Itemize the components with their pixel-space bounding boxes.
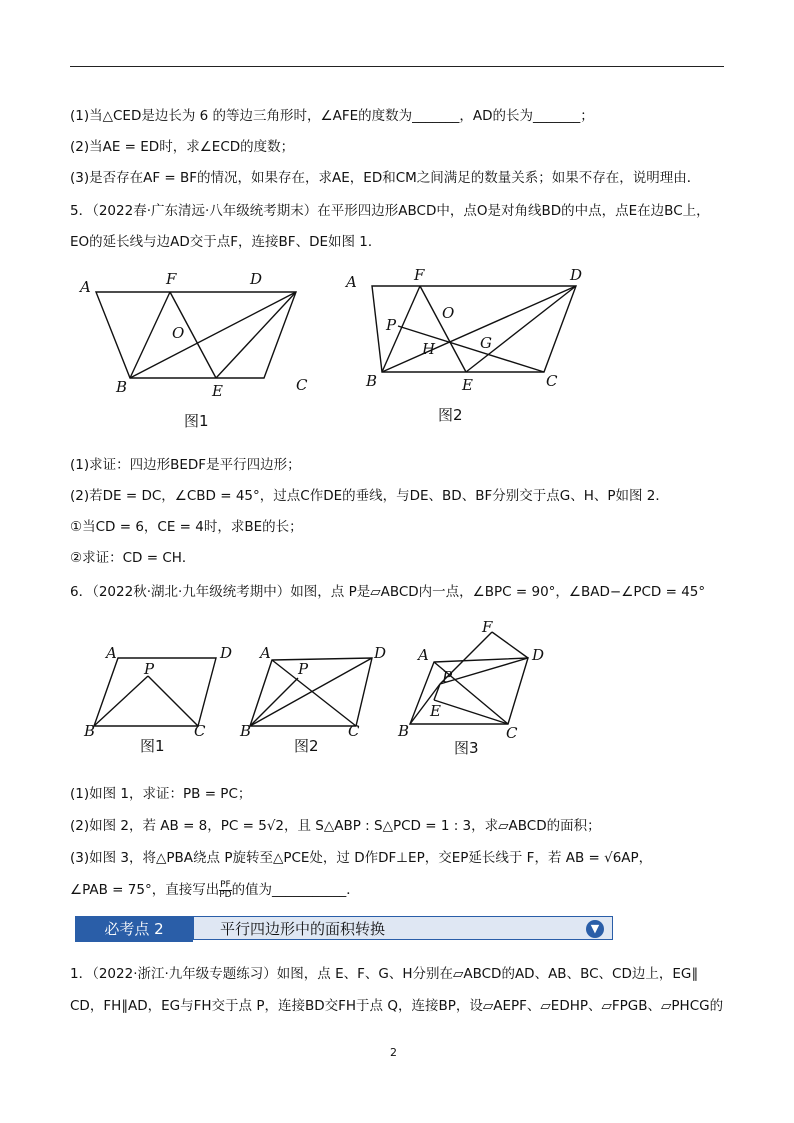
q6-part3-prefix: ∠PAB = 75°，直接写出 [70,882,220,898]
svg-text:O: O [172,324,185,342]
svg-text:P: P [298,660,309,678]
svg-text:O: O [442,304,455,322]
q5-part2: (2)若DE = DC，∠CBD = 45°，过点C作DE的垂线，与DE、BD、BF分别交于点G、H、P如图 2． [70,488,669,504]
svg-text:B: B [366,372,378,390]
svg-text:E: E [430,702,441,720]
svg-text:E: E [462,376,473,394]
q6-stem: 6．（2022秋·湖北·九年级统考期中）如图，点 P是▱ABCD内一点，∠BPC = 90°，∠BAD−∠PCD = 45° [70,584,706,600]
q4-part1: (1)当△CED是边长为 6 的等边三角形时，∠AFE的度数为_______，AD的长为_______； [70,108,594,124]
section-banner [75,916,615,942]
svg-text:C: C [506,724,518,742]
banner-tag: 必考点 2 [75,916,193,942]
svg-text:C: C [348,722,360,740]
svg-text:P: P [386,316,397,334]
svg-text:A: A [106,644,117,662]
q6-part3: (3)如图 3，将△PBA绕点 P旋转至△PCE处，过 D作DF⊥EP，交EP延长线于 F，若 AB = √6AP， [70,850,653,866]
chevron-down-circle-icon[interactable]: ▼ [586,920,604,938]
q4-part3: (3)是否存在AF = BF的情况，如果存在，求AE，ED和CM之间满足的数量关系；如果不存在，说明理由． [70,170,701,186]
svg-text:A: A [80,278,91,296]
q5-part2-ii: ②求证：CD = CH． [70,550,196,566]
s2-q1-stem-cont: CD，FH∥AD，EG与FH交于点 P，连接BD交FH于点 Q，连接BP，设▱AEPF、▱EDHP、▱FPGB、▱PHCG的 [70,998,724,1014]
q6-fig2-caption: 图2 [294,737,319,755]
svg-text:C: C [546,372,558,390]
svg-text:D: D [250,270,263,288]
q6-fig3-caption: 图3 [454,739,479,757]
svg-text:P: P [144,660,155,678]
svg-text:B: B [84,722,96,740]
q4-part2: (2)当AE = ED时，求∠ECD的度数； [70,139,295,155]
banner-title-box [193,916,613,940]
svg-text:F: F [166,270,177,288]
q5-figure-1 [78,270,308,430]
q6-part1: (1)如图 1，求证：PB = PC； [70,786,252,802]
svg-text:C: C [296,376,308,394]
q5-fig1-caption: 图1 [184,412,209,430]
q6-figure-3 [397,618,544,757]
q6-figures [70,618,570,758]
svg-text:B: B [116,378,128,396]
svg-text:F: F [414,266,425,284]
svg-text:D: D [570,266,583,284]
svg-text:E: E [212,382,223,400]
svg-text:D: D [220,644,233,662]
svg-text:B: B [398,722,410,740]
q5-stem: 5．（2022春·广东清远·八年级统考期末）在平形四边形ABCD中，点O是对角线BD的中点，点E在边BC上， [70,203,710,219]
pf-pd-fraction: $\frac{PF}{PD}$ [219,879,232,900]
banner-title: 平行四边形中的面积转换 [220,920,386,938]
svg-text:A: A [346,273,357,291]
q5-part2-i: ①当CD = 6，CE = 4时，求BE的长； [70,519,303,535]
q5-fig2-caption: 图2 [438,406,463,424]
svg-text:D: D [532,646,545,664]
s2-q1-stem: 1．（2022·浙江·九年级专题练习）如图，点 E、F、G、H分别在▱ABCD的AD、AB、BC、CD边上，EG∥ [70,966,699,982]
q6-figure-1 [83,644,232,755]
svg-text:A: A [260,644,271,662]
svg-text:H: H [422,340,436,358]
q5-figure-2 [344,266,582,424]
svg-text:D: D [374,644,387,662]
svg-text:G: G [480,334,492,352]
q6-part3-cont [70,878,360,900]
svg-text:C: C [194,722,206,740]
q6-part3-suffix: 的值为___________． [231,882,360,898]
q6-figure-2 [239,644,386,755]
svg-text:B: B [240,722,252,740]
svg-text:P: P [442,668,453,686]
q5-figures [70,262,590,434]
svg-text:F: F [482,618,493,636]
q6-fig1-caption: 图1 [140,737,165,755]
q5-stem-cont: EO的延长线与边AD交于点F，连接BF、DE如图 1． [70,234,382,250]
q6-part2: (2)如图 2，若 AB = 8，PC = 5√2，且 S△ABP : S△PCD = 1 : 3，求▱ABCD的面积； [70,818,601,834]
q5-part1: (1)求证：四边形BEDF是平行四边形； [70,457,301,473]
svg-text:A: A [418,646,429,664]
page-number: 2 [390,1046,397,1059]
header-rule [70,66,724,67]
